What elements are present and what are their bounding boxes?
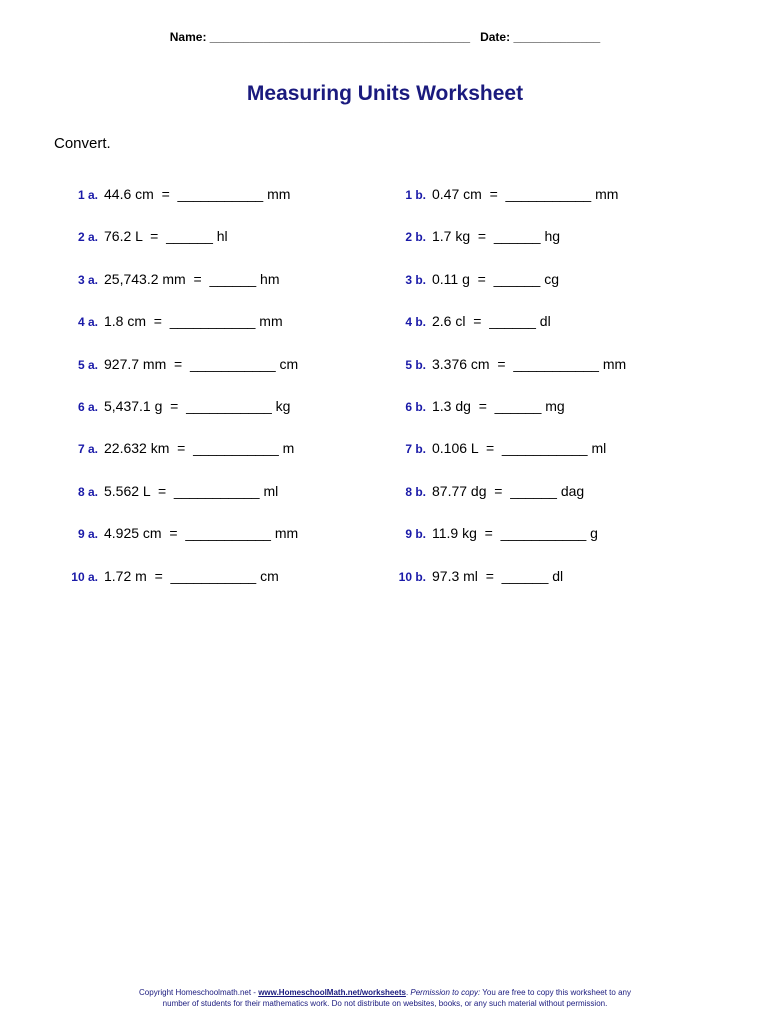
problem-text: 25,743.2 mm = ______ hm xyxy=(104,270,280,287)
footer xyxy=(0,987,770,1009)
copyright-text: Copyright Homeschoolmath.net - xyxy=(139,988,259,997)
problem-text: 1.7 kg = ______ hg xyxy=(432,228,561,245)
problem-text: 0.106 L = ___________ ml xyxy=(432,440,607,457)
date-label: Date: xyxy=(480,30,511,44)
problem-1-b xyxy=(398,183,618,205)
problem-3-b xyxy=(398,268,559,290)
problem-number: 9 b. xyxy=(405,527,426,542)
problem-text: 11.9 kg = ___________ g xyxy=(432,525,598,542)
problem-text: 3.376 cm = ___________ mm xyxy=(432,355,627,372)
instruction: Convert. xyxy=(54,135,111,152)
problem-4-a xyxy=(64,310,283,332)
problem-number: 9 a. xyxy=(77,527,98,542)
date-blank[interactable]: _____________ xyxy=(513,30,601,44)
problem-text: 1.72 m = ___________ cm xyxy=(104,567,279,584)
problem-5-b xyxy=(398,353,626,375)
problem-number: 2 a. xyxy=(77,230,98,245)
problem-text: 87.77 dg = ______ dag xyxy=(432,482,585,499)
problem-text: 76.2 L = ______ hl xyxy=(104,228,228,245)
footer-line-2: number of students for their mathematics work. Do not distribute on websites, books, or any such material without permission. xyxy=(162,999,608,1008)
problem-text: 4.925 cm = ___________ mm xyxy=(104,525,299,542)
problem-text: 0.11 g = ______ cg xyxy=(432,270,560,287)
problem-number: 5 a. xyxy=(77,357,98,372)
problem-7-a xyxy=(64,437,294,459)
problem-number: 2 b. xyxy=(405,230,426,245)
permission-text: You are free to copy this worksheet to any xyxy=(480,988,631,997)
problem-text: 1.3 dg = ______ mg xyxy=(432,398,565,414)
problem-1-a xyxy=(64,183,290,205)
problem-number: 4 b. xyxy=(405,315,426,330)
problem-5-a xyxy=(64,353,298,375)
problem-text: 0.47 cm = ___________ mm xyxy=(432,186,619,202)
problem-10-b xyxy=(398,565,563,587)
problem-number: 6 a. xyxy=(77,400,98,414)
problem-number: 8 a. xyxy=(77,484,98,499)
problem-text: 5,437.1 g = ___________ kg xyxy=(104,398,291,414)
problem-number: 1 b. xyxy=(405,188,426,202)
worksheets-link[interactable]: www.HomeschoolMath.net/worksheets xyxy=(258,988,406,997)
name-blank[interactable]: _______________________________________ xyxy=(209,30,471,44)
problem-8-b xyxy=(398,480,584,502)
problem-9-b xyxy=(398,522,598,544)
problem-number: 10 b. xyxy=(398,569,426,584)
problem-number: 7 a. xyxy=(77,442,98,457)
problem-8-a xyxy=(64,480,278,502)
problem-2-b xyxy=(398,225,560,247)
problem-6-a xyxy=(64,395,290,417)
problem-7-b xyxy=(398,437,606,459)
problem-number: 7 b. xyxy=(405,442,426,457)
problem-number: 3 a. xyxy=(77,272,98,287)
problem-number: 5 b. xyxy=(405,357,426,372)
problem-9-a xyxy=(64,522,298,544)
problem-number: 10 a. xyxy=(71,569,98,584)
problem-text: 2.6 cl = ______ dl xyxy=(432,313,551,330)
problem-number: 6 b. xyxy=(405,400,426,414)
problem-text: 44.6 cm = ___________ mm xyxy=(104,186,291,202)
problem-text: 5.562 L = ___________ ml xyxy=(104,482,279,499)
problem-3-a xyxy=(64,268,280,290)
problem-4-b xyxy=(398,310,551,332)
problem-number: 1 a. xyxy=(77,188,98,202)
problem-text: 927.7 mm = ___________ cm xyxy=(104,355,299,372)
problem-text: 22.632 km = ___________ m xyxy=(104,440,295,457)
problem-number: 4 a. xyxy=(77,315,98,330)
footer-line-1: Copyright Homeschoolmath.net - www.HomeschoolMath.net/worksheets. Permission to copy: You are free to copy this worksheet to any xyxy=(139,988,631,997)
permission-label: Permission to copy: xyxy=(410,988,481,997)
problem-10-a xyxy=(64,565,279,587)
name-date-line xyxy=(0,30,770,44)
problem-2-a xyxy=(64,225,228,247)
problem-text: 97.3 ml = ______ dl xyxy=(432,567,564,584)
problem-number: 8 b. xyxy=(405,484,426,499)
problem-number: 3 b. xyxy=(405,272,426,287)
problem-text: 1.8 cm = ___________ mm xyxy=(104,313,283,330)
problem-6-b xyxy=(398,395,565,417)
worksheet-title: Measuring Units Worksheet xyxy=(246,82,524,105)
name-label: Name: xyxy=(169,30,207,44)
